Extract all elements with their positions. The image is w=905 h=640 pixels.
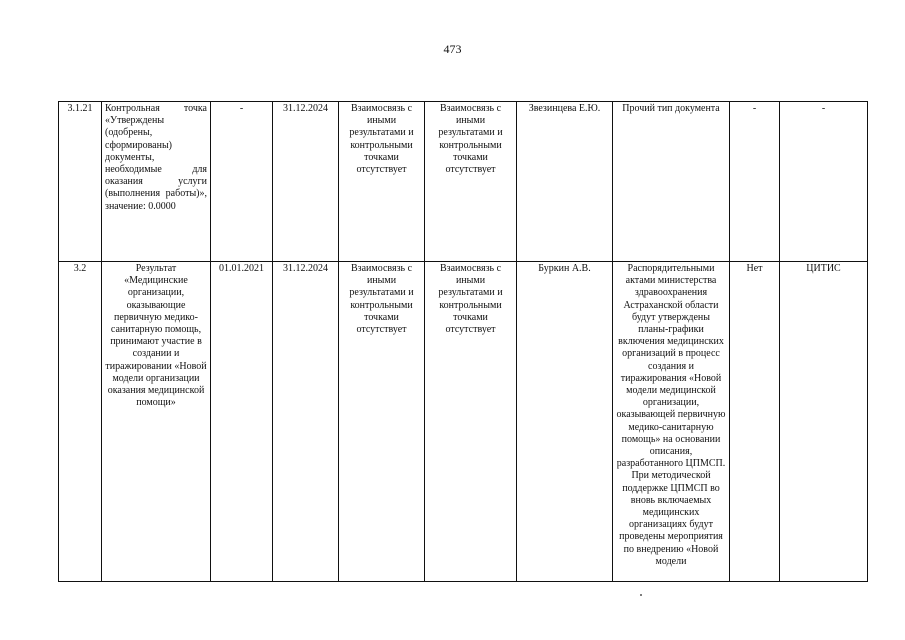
table-row xyxy=(59,102,868,262)
document-type-cell: Распорядительными актами министерства здравоохранения Астраханской области будут утверждены планы-графики включения медицинских организаций в процесс создания и тиражирования «Новой модели медицинской организации, оказывающей первичную медико-санитарную помощь» на основании описания, разработанного ЦПМСП. При методической поддержке ЦПМСП во вновь включаемых медицинских организациях будут проведены мероприятия по внедрению «Новой модели xyxy=(613,262,730,582)
row-number-cell: 3.2 xyxy=(59,262,102,582)
column-9-cell: - xyxy=(730,102,780,262)
column-9-cell: Нет xyxy=(730,262,780,582)
link-points-cell: Взаимосвязь с иными результатами и контрольными точками отсутствует xyxy=(425,262,517,582)
column-10-cell: ЦИТИС xyxy=(780,262,868,582)
link-results-cell: Взаимосвязь с иными результатами и контрольными точками отсутствует xyxy=(339,262,425,582)
document-type-cell: Прочий тип документа xyxy=(613,102,730,262)
row-number-cell: 3.1.21 xyxy=(59,102,102,262)
responsible-cell: Буркин А.В. xyxy=(517,262,613,582)
name-cell: Контрольная точка «Утверждены (одобрены, сформированы) документы, необходимые для оказания услуги (выполнения работы)», значение: 0.0000 xyxy=(102,102,211,262)
table-row xyxy=(59,262,868,582)
start-date-cell: - xyxy=(211,102,273,262)
name-cell: Результат «Медицинские организации, оказывающие первичную медико-санитарную помощь, принимают участие в создании и тиражировании «Новой модели организации оказания медицинской помощи» xyxy=(102,262,211,582)
document-table xyxy=(58,101,868,582)
column-10-cell: - xyxy=(780,102,868,262)
responsible-cell: Звезинцева Е.Ю. xyxy=(517,102,613,262)
scan-speck xyxy=(640,594,642,596)
link-results-cell: Взаимосвязь с иными результатами и контрольными точками отсутствует xyxy=(339,102,425,262)
link-points-cell: Взаимосвязь с иными результатами и контрольными точками отсутствует xyxy=(425,102,517,262)
end-date-cell: 31.12.2024 xyxy=(273,102,339,262)
page-number: 473 xyxy=(443,42,462,56)
end-date-cell: 31.12.2024 xyxy=(273,262,339,582)
start-date-cell: 01.01.2021 xyxy=(211,262,273,582)
